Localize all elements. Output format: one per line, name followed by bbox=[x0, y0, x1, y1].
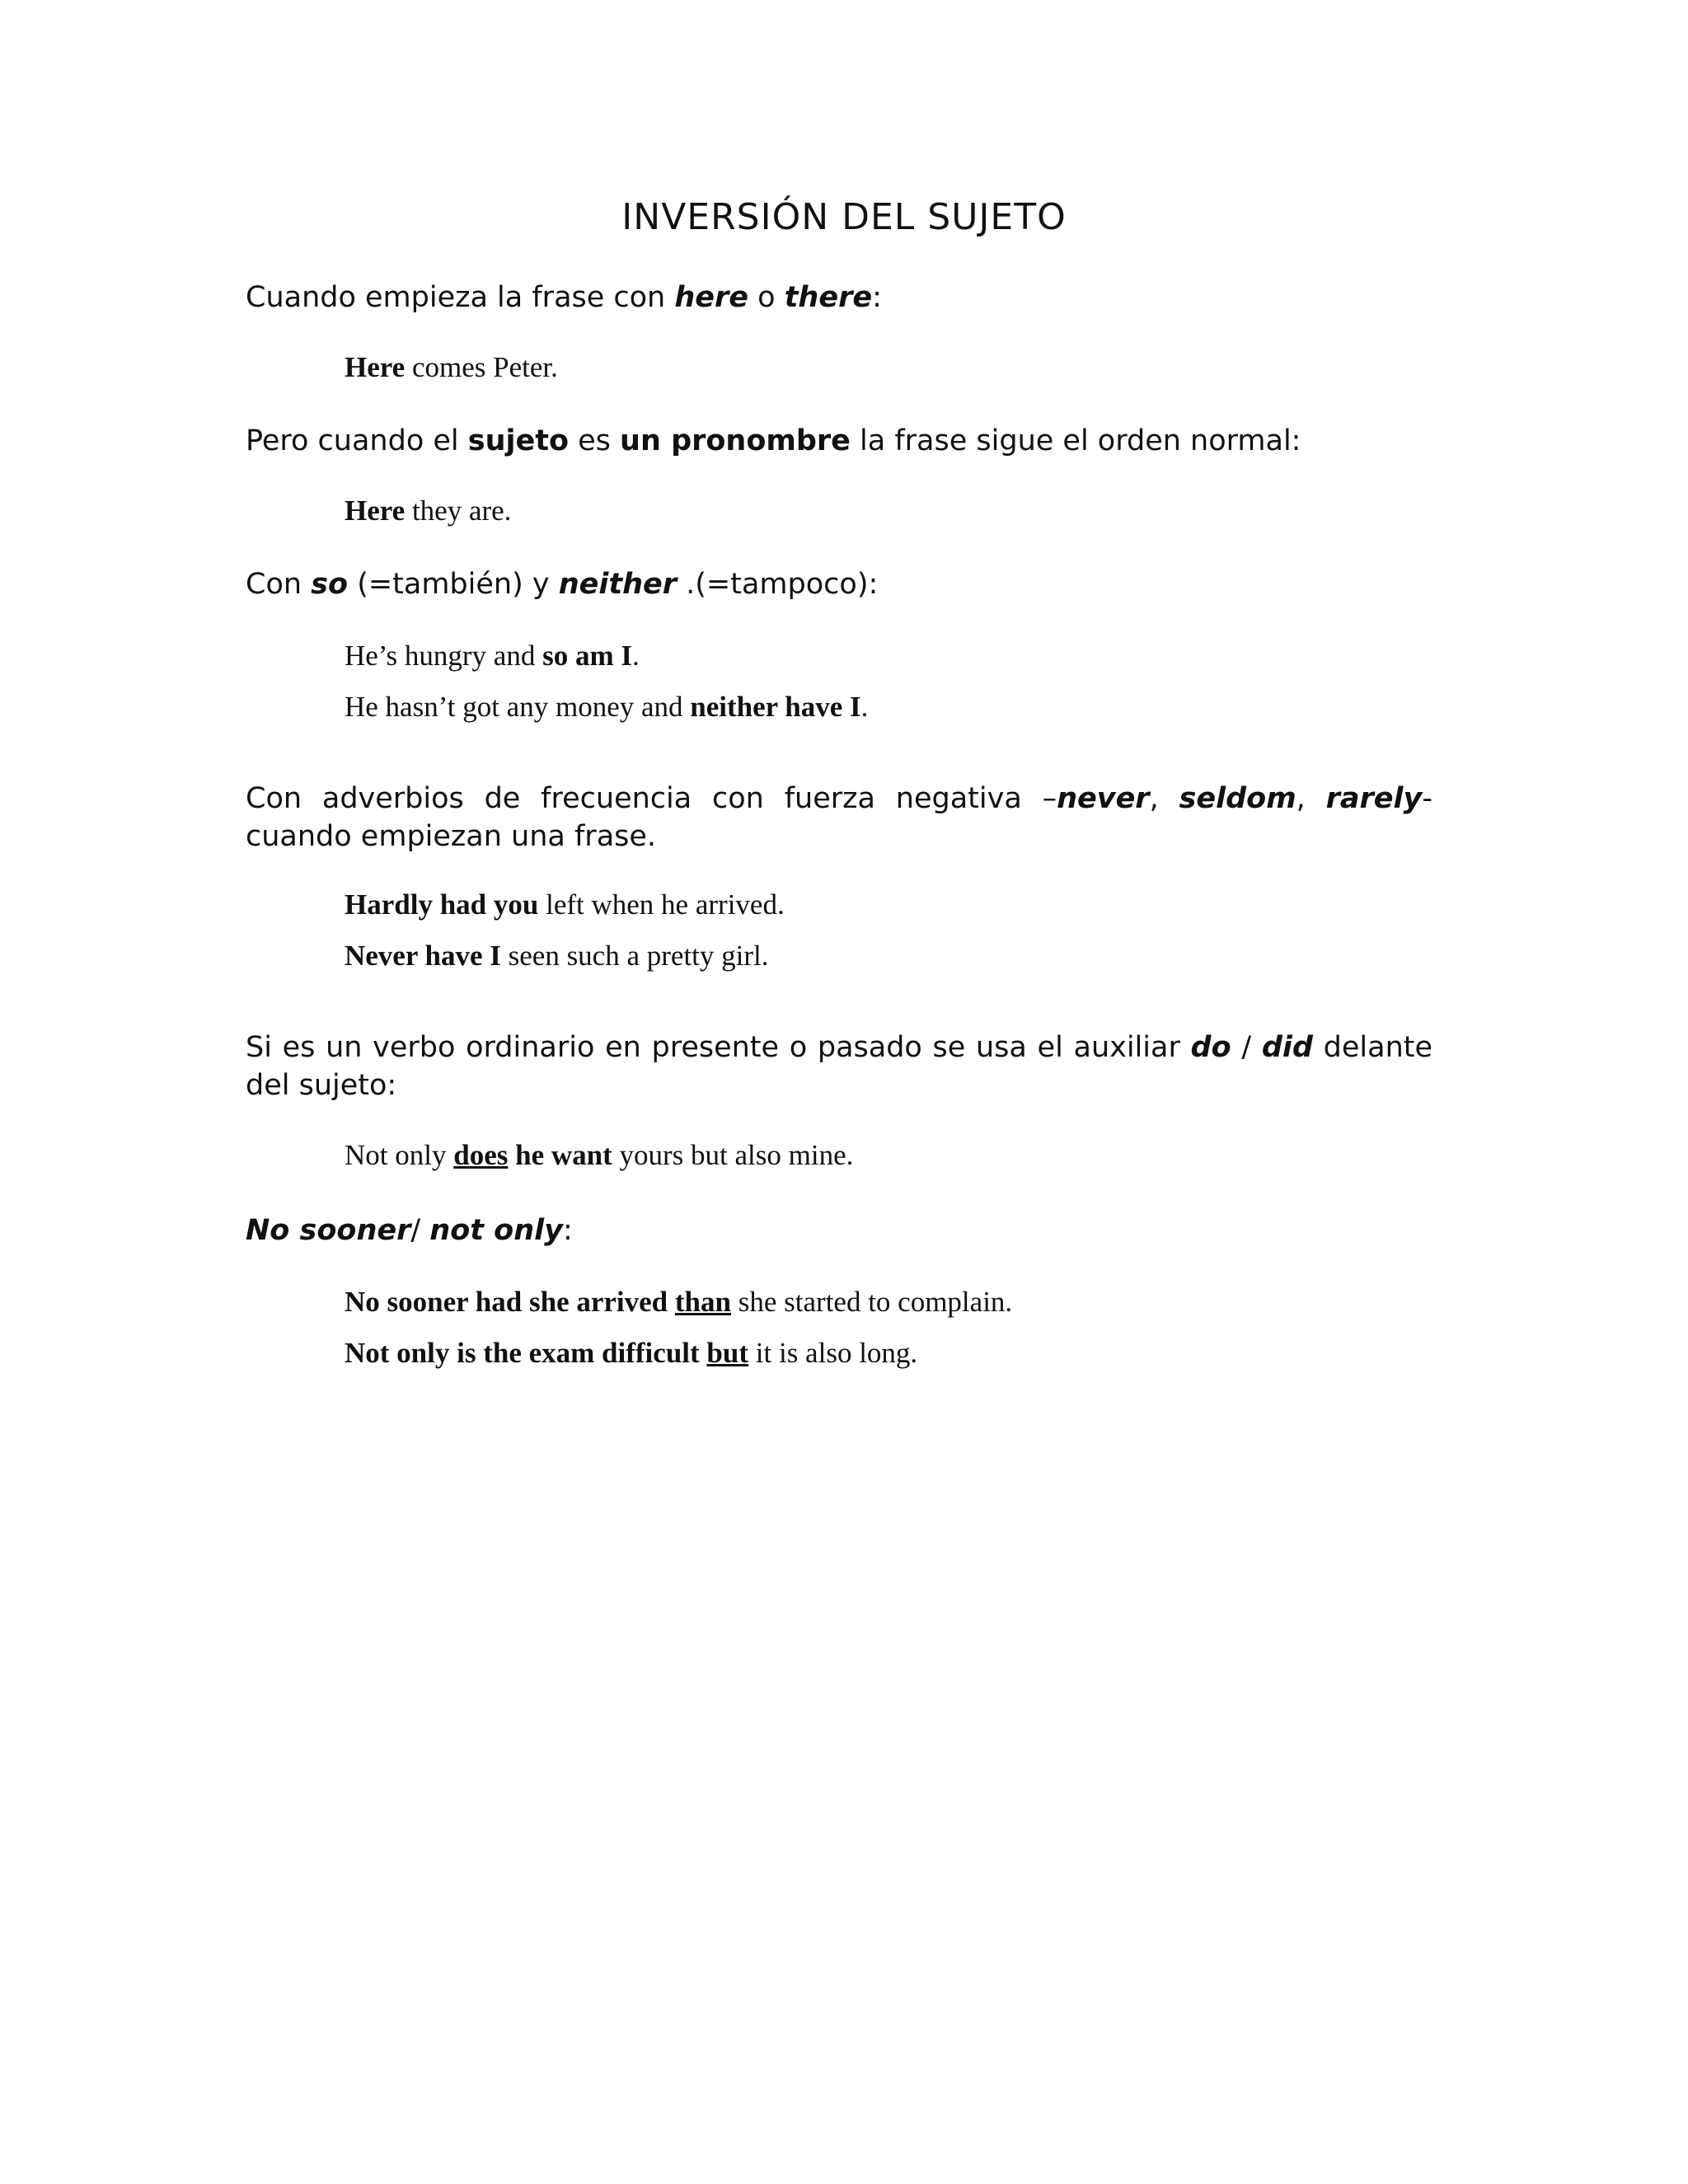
heading-text: - cuando empiezan una frase. bbox=[246, 782, 1432, 853]
example-sentence bbox=[345, 1335, 917, 1371]
heading-text: Pero cuando el bbox=[246, 424, 468, 457]
page-title: INVERSIÓN DEL SUJETO bbox=[621, 196, 1067, 238]
heading-bold: sujeto bbox=[467, 424, 570, 457]
section-heading-no-sooner bbox=[246, 1212, 1432, 1249]
heading-emphasis: there bbox=[784, 281, 873, 314]
heading-emphasis: so bbox=[311, 568, 349, 601]
heading-text: (=también) y bbox=[348, 568, 559, 601]
example-text: they are. bbox=[405, 494, 512, 527]
heading-text: : bbox=[872, 281, 882, 314]
heading-emphasis: do bbox=[1190, 1031, 1231, 1064]
example-bold: Never have I bbox=[345, 940, 501, 972]
example-sentence bbox=[345, 493, 511, 529]
heading-text: Con adverbios de frecuencia con fuerza negativa – bbox=[246, 782, 1057, 815]
example-bold-underlined: than bbox=[674, 1286, 731, 1318]
example-sentence bbox=[345, 638, 640, 674]
example-bold: Here bbox=[345, 494, 406, 527]
heading-text: : bbox=[562, 1214, 573, 1247]
heading-text: .(=tampoco): bbox=[677, 568, 879, 601]
example-sentence bbox=[345, 689, 868, 725]
example-bold: No sooner had she arrived bbox=[345, 1286, 675, 1318]
example-bold: he want bbox=[515, 1139, 612, 1171]
example-bold: Not only is the exam difficult bbox=[345, 1337, 707, 1369]
example-text: seen such a pretty girl. bbox=[500, 940, 769, 972]
section-heading-here-there bbox=[246, 279, 1432, 316]
heading-text: Cuando empieza la frase con bbox=[246, 281, 675, 314]
example-bold: Here bbox=[345, 351, 406, 383]
example-text: . bbox=[632, 640, 640, 672]
section-heading-do-did bbox=[246, 1029, 1432, 1104]
section-heading-frequency-adverbs bbox=[246, 780, 1432, 855]
heading-emphasis: not only bbox=[429, 1214, 563, 1247]
example-sentence bbox=[345, 887, 785, 923]
example-text: He hasn’t got any money and bbox=[345, 691, 691, 723]
heading-emphasis: No sooner bbox=[246, 1214, 411, 1247]
heading-text: delante del sujeto: bbox=[246, 1031, 1433, 1102]
example-text: comes Peter. bbox=[405, 351, 558, 383]
example-text: she started to complain. bbox=[731, 1286, 1013, 1318]
example-text: He’s hungry and bbox=[345, 640, 543, 672]
example-bold: neither have I bbox=[690, 691, 861, 723]
heading-emphasis: did bbox=[1261, 1031, 1313, 1064]
heading-emphasis: neither bbox=[558, 568, 678, 601]
heading-emphasis: here bbox=[674, 281, 749, 314]
section-heading-so-neither bbox=[246, 565, 1432, 603]
example-text: . bbox=[860, 691, 869, 723]
heading-text: , bbox=[1149, 782, 1179, 815]
example-text: yours but also mine. bbox=[612, 1139, 854, 1171]
heading-text: Con bbox=[246, 568, 312, 601]
example-text: Not only bbox=[345, 1139, 454, 1171]
heading-text: Si es un verbo ordinario en presente o pasado se usa el auxiliar bbox=[246, 1031, 1191, 1064]
heading-text: es bbox=[569, 424, 621, 457]
example-sentence bbox=[345, 1137, 853, 1174]
example-text: it is also long. bbox=[748, 1337, 918, 1369]
heading-text: , bbox=[1296, 782, 1326, 815]
heading-text: o bbox=[748, 281, 785, 314]
example-text bbox=[508, 1139, 515, 1171]
heading-emphasis: never bbox=[1057, 782, 1150, 815]
heading-bold: un pronombre bbox=[620, 424, 851, 457]
section-heading-pronoun bbox=[246, 422, 1432, 460]
example-bold-underlined: does bbox=[453, 1139, 509, 1171]
heading-text: / bbox=[1231, 1031, 1262, 1064]
heading-emphasis: seldom bbox=[1179, 782, 1296, 815]
heading-text: la frase sigue el orden normal: bbox=[850, 424, 1301, 457]
heading-text: / bbox=[410, 1214, 430, 1247]
example-bold: so am I bbox=[542, 640, 633, 672]
example-bold: Hardly had you bbox=[345, 888, 539, 921]
example-sentence bbox=[345, 349, 558, 386]
example-text: left when he arrived. bbox=[538, 888, 785, 921]
example-sentence bbox=[345, 1284, 1012, 1320]
example-sentence bbox=[345, 938, 769, 974]
example-bold-underlined: but bbox=[706, 1337, 749, 1369]
heading-emphasis: rarely bbox=[1325, 782, 1423, 815]
